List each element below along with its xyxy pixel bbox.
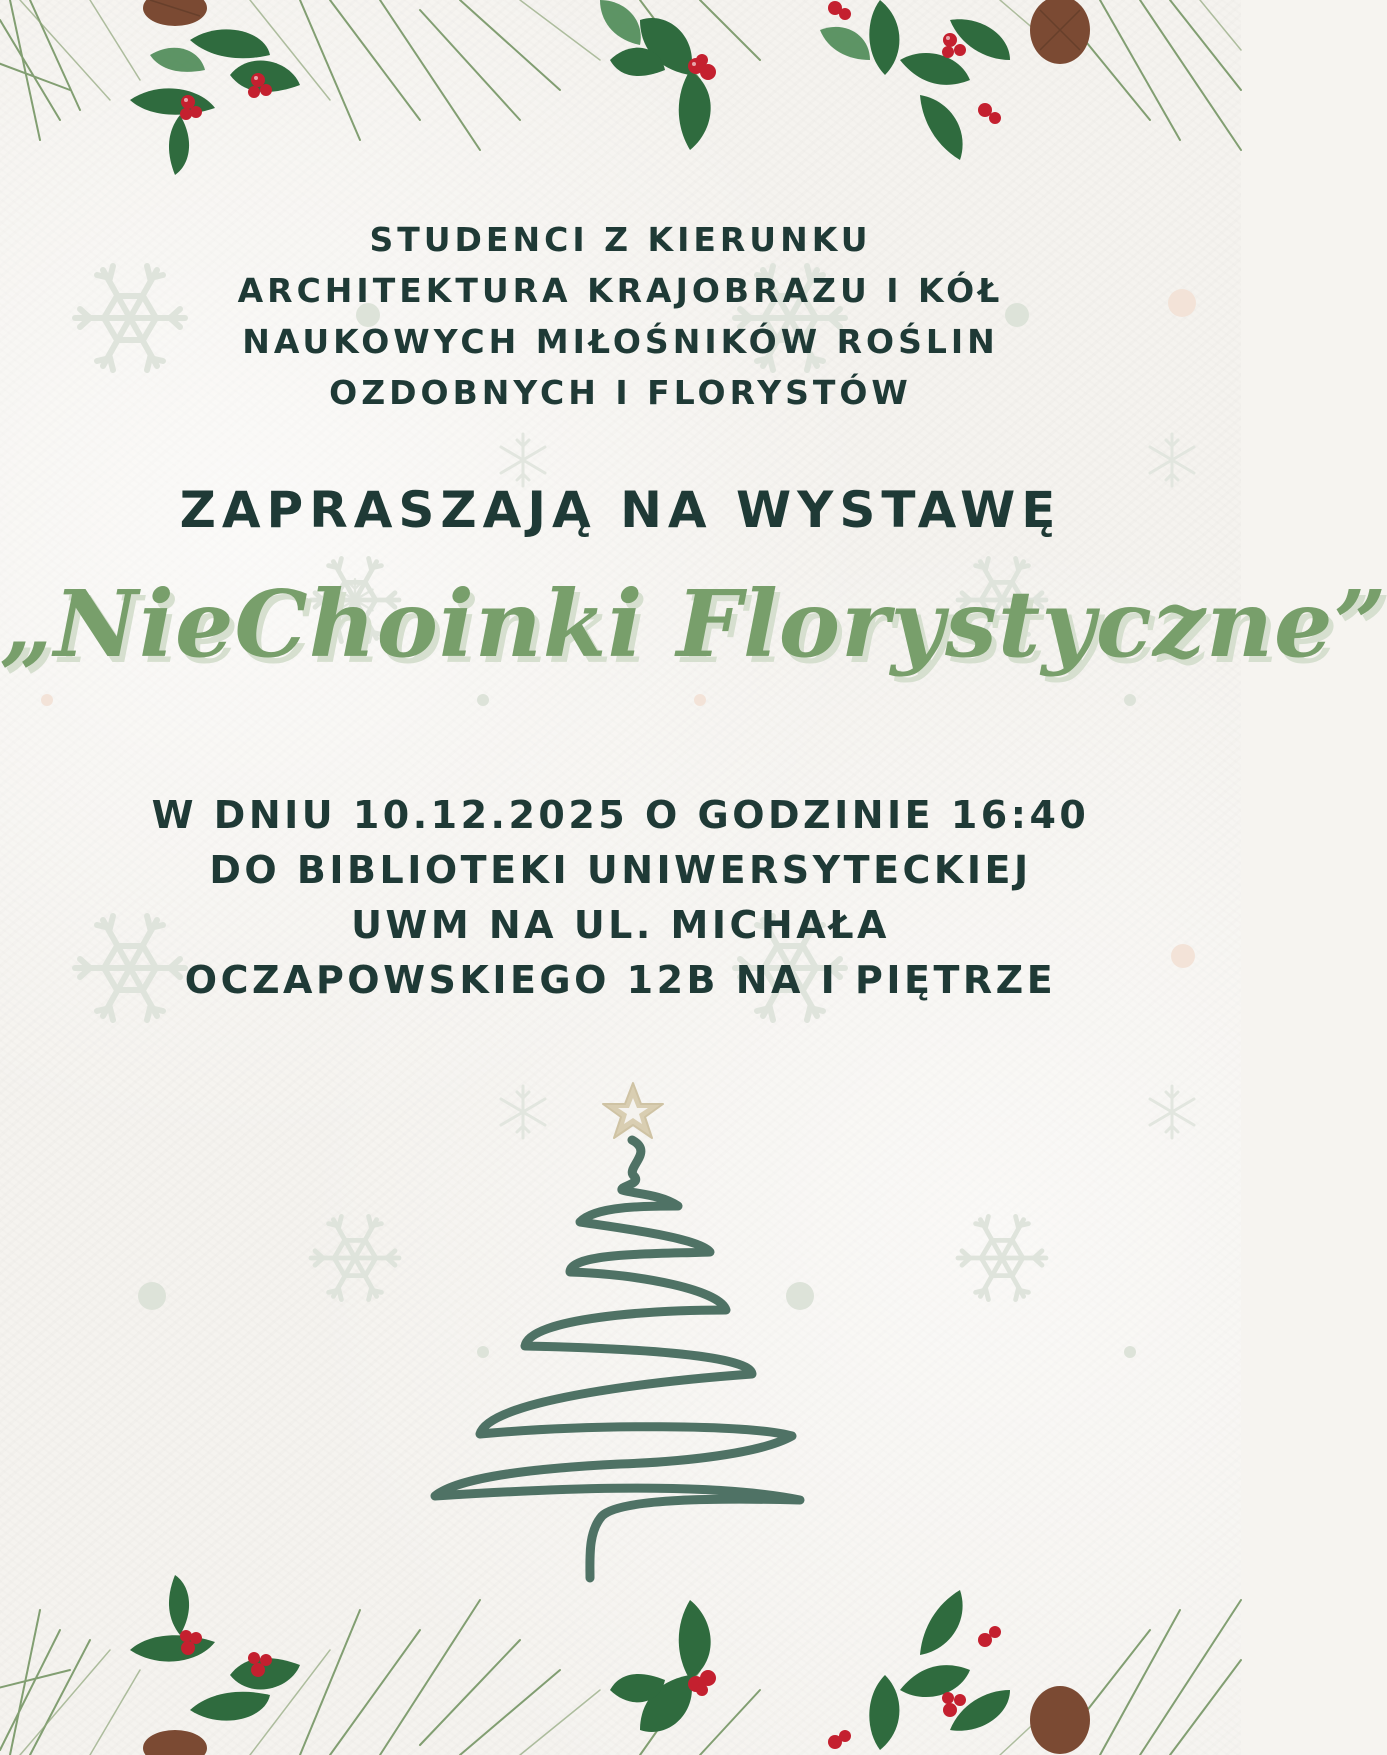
event-details — [0, 788, 1241, 1008]
hosts-line: OZDOBNYCH I FLORYSTÓW — [329, 373, 912, 412]
hosts-text — [0, 214, 1241, 418]
holly-and-pine-garland — [0, 1570, 1241, 1755]
invitation-heading: ZAPRASZAJĄ NA WYSTAWĘ — [179, 481, 1062, 539]
holly-and-pine-garland — [0, 0, 1241, 185]
snowflake-icon — [311, 1216, 399, 1299]
details-line: OCZAPOWSKIEGO 12B NA I PIĘTRZE — [184, 958, 1057, 1002]
exhibition-title: „NieChoinki Florystyczne” — [0, 570, 1387, 678]
details-line: UWM NA UL. MICHAŁA — [351, 903, 890, 947]
snowflake-icon — [1150, 1086, 1194, 1138]
hosts-line: ARCHITEKTURA KRAJOBRAZU I KÓŁ — [237, 271, 1004, 310]
star-icon — [603, 1083, 663, 1138]
details-line: W DNIU 10.12.2025 O GODZINIE 16:40 — [151, 793, 1090, 837]
snowflake-icon — [958, 1216, 1046, 1299]
hosts-line: STUDENCI Z KIERUNKU — [369, 220, 872, 259]
hosts-line: NAUKOWYCH MIŁOŚNIKÓW ROŚLIN — [242, 322, 999, 361]
details-line: DO BIBLIOTEKI UNIWERSYTECKIEJ — [209, 848, 1032, 892]
